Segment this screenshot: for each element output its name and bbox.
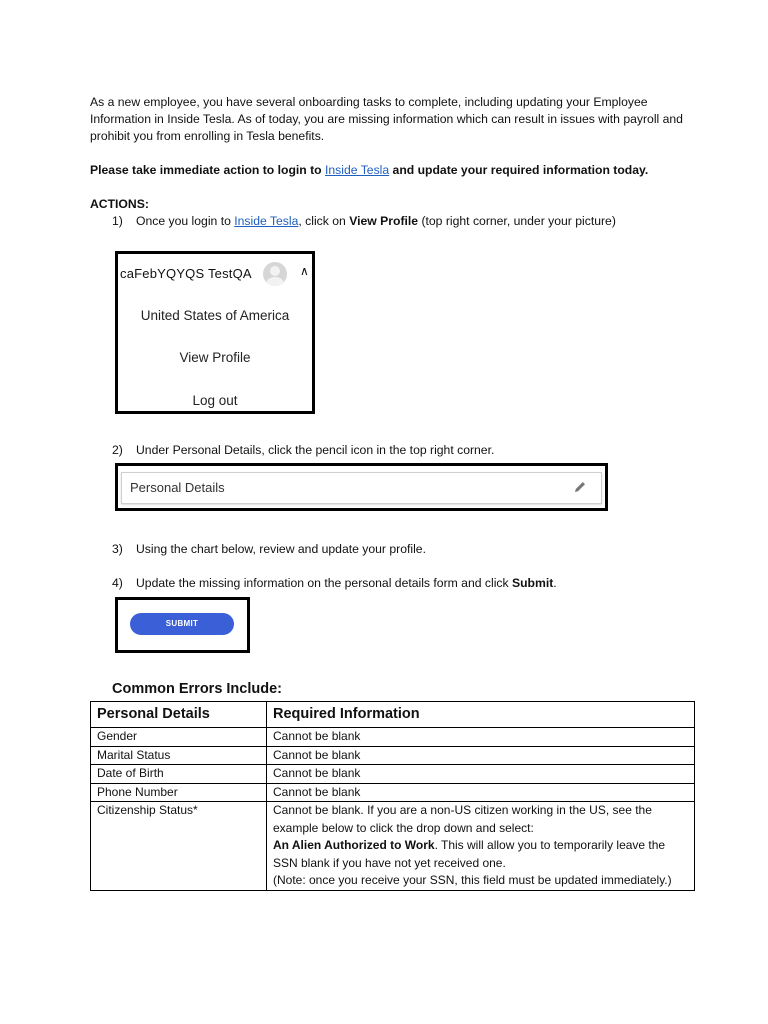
submit-button[interactable]: SUBMIT [130,613,234,635]
menu-item-log-out[interactable]: Log out [192,393,238,408]
actions-heading: ACTIONS: [90,197,149,211]
user-name: caFebYQYQS TestQA [120,266,252,281]
action-prefix: Please take immediate action to login to [90,163,326,177]
action-suffix: and update your required information today. [389,163,649,177]
inside-tesla-link-step1[interactable]: Inside Tesla [234,214,299,228]
step-2: 2) Under Personal Details, click the pencil icon in the top right corner. [112,443,495,457]
avatar[interactable] [263,262,287,286]
submit-screenshot [115,597,250,653]
personal-details-label: Personal Details [130,480,225,495]
inside-tesla-link[interactable]: Inside Tesla [325,163,390,177]
step-number: 1) [112,214,123,228]
menu-item-view-profile[interactable]: View Profile [179,350,251,365]
personal-details-bar [121,472,602,504]
personal-details-screenshot [115,463,608,511]
header-required-information: Required Information [267,702,695,728]
table-row-citizenship: Citizenship Status* Cannot be blank. If you are a non-US citizen working in the US, see the example below to click the drop down and select: An Alien Authorized to Work. This will allow you to temporarily leave the SSN blank if you have not yet received one. (Note: once you receive your SSN, this field must be updated immediately.) [91,802,695,891]
header-personal-details: Personal Details [91,702,267,728]
step-4: 4) Update the missing information on the personal details form and click Submit. [112,576,557,590]
menu-header [118,262,312,292]
table-row: Phone Number Cannot be blank [91,783,695,802]
table-row: Marital Status Cannot be blank [91,746,695,765]
step-3: 3) Using the chart below, review and update your profile. [112,542,426,556]
profile-menu-screenshot [115,251,315,414]
errors-table [90,701,695,891]
step-1: 1) Once you login to Inside Tesla, click on View Profile (top right corner, under your picture) [112,214,616,228]
pencil-icon[interactable] [573,480,587,494]
table-header-row [91,702,695,728]
table-row: Date of Birth Cannot be blank [91,765,695,784]
action-paragraph [90,162,696,179]
table-row: Gender Cannot be blank [91,728,695,747]
chevron-up-icon[interactable]: ∧ [300,264,309,278]
intro-paragraph: As a new employee, you have several onboarding tasks to complete, including updating your Employee Information in Inside Tesla. As of today, you are missing information which can result in issues with payroll and prohibit you from enrolling in Tesla benefits. [90,95,683,143]
document-body [90,94,696,213]
menu-item-country[interactable]: United States of America [140,308,290,323]
errors-title: Common Errors Include: [112,681,282,697]
